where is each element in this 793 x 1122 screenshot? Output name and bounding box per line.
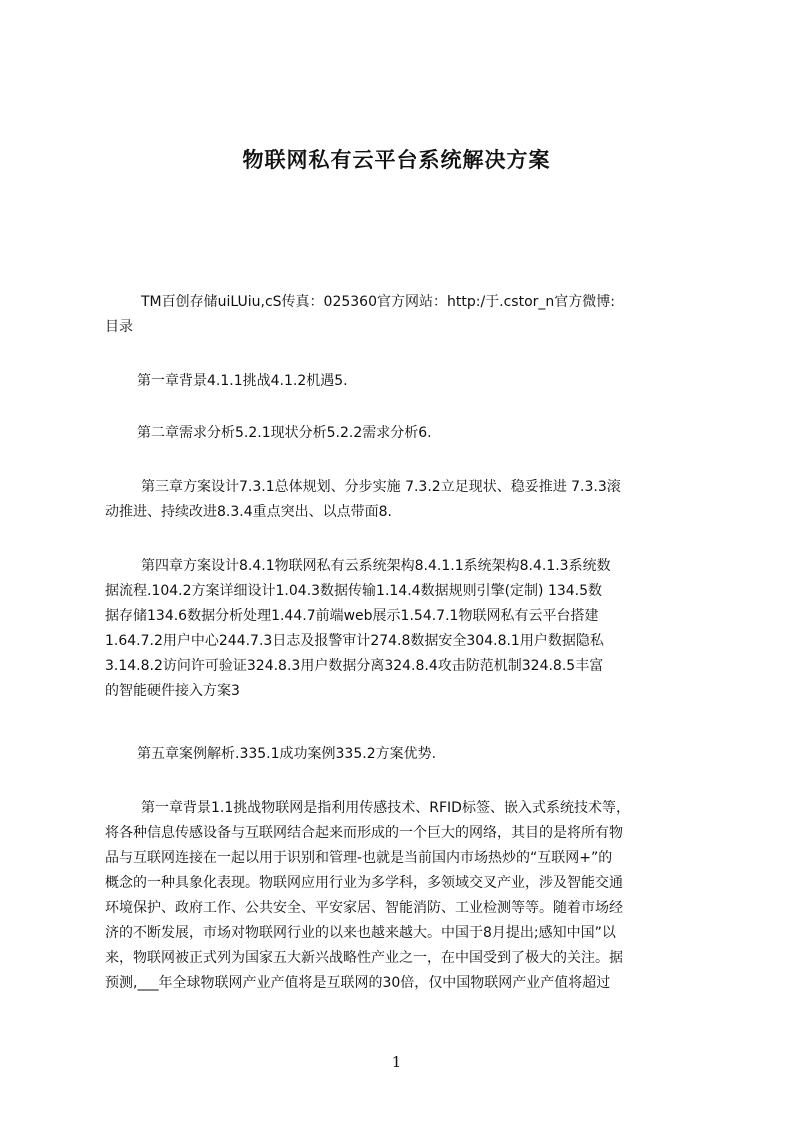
header-line: TM百创存储uiLUiu,cS传真：025360官方网站：http:/于.cstor_n官方微博: — [141, 294, 615, 310]
body-paragraph — [105, 796, 697, 996]
toc-line: 3.14.8.2访问许可验证324.8.3用户数据分离324.8.4攻击防范机制324.8.5丰富 — [105, 658, 604, 674]
header-paragraph — [105, 290, 697, 340]
toc-entry-chapter-2 — [105, 421, 697, 446]
toc-line: 动推进、持续改进8.3.4重点突出、以点带面8. — [105, 504, 392, 520]
body-line: 来，物联网被正式列为国家五大新兴战略性产业之一，在中国受到了极大的关注。据 — [105, 950, 623, 966]
toc-line: 第一章背景4.1.1挑战4.1.2机遇5. — [137, 373, 348, 389]
toc-line: 的智能硬件接入方案3 — [105, 683, 240, 699]
toc-line: 第五章案例解析.335.1成功案例335.2方案优势. — [137, 746, 437, 762]
toc-line: 据存储134.6数据分析处理1.44.7前端web展示1.54.7.1物联网私有云平台搭建 — [105, 608, 599, 624]
toc-entry-chapter-1 — [105, 369, 697, 394]
toc-heading: 目录 — [105, 319, 133, 335]
body-line: 环境保护、政府工作、公共安全、平安家居、智能消防、工业检测等等。随着市场经 — [105, 900, 623, 916]
body-line: 第一章背景1.1挑战物联网是指利用传感技术、RFID标签、嵌入式系统技术等， — [141, 800, 630, 816]
toc-line: 1.64.7.2用户中心244.7.3日志及报警审计274.8数据安全304.8.1用户数据隐私 — [105, 633, 604, 649]
body-line: 概念的一种具象化表现。物联网应用行业为多学科，多领域交叉产业，涉及智能交通 — [105, 875, 623, 891]
toc-line: 第二章需求分析5.2.1现状分析5.2.2需求分析6. — [137, 425, 432, 441]
toc-line: 第四章方案设计8.4.1物联网私有云系统架构8.4.1.1系统架构8.4.1.3系统数 — [141, 558, 611, 574]
body-line: 济的不断发展，市场对物联网行业的以来也越来越大。中国于8月提出;感知中国”以 — [105, 925, 616, 941]
body-line: 品与互联网连接在一起以用于识别和管理-也就是当前国内市场热炒的“互联网+”的 — [105, 850, 613, 866]
toc-entry-chapter-5 — [105, 742, 697, 767]
toc-entry-chapter-4 — [105, 554, 697, 704]
document-title: 物联网私有云平台系统解决方案 — [242, 148, 551, 172]
toc-line: 第三章方案设计7.3.1总体规划、分步实施 7.3.2立足现状、稳妥推进 7.3.3滚 — [141, 479, 621, 495]
body-line: 将各种信息传感设备与互联网结合起来而形成的一个巨大的网络，其目的是将所有物 — [105, 825, 623, 841]
page-number: 1 — [391, 1053, 402, 1071]
toc-entry-chapter-3 — [105, 475, 697, 525]
toc-line: 据流程.104.2方案详细设计1.04.3数据传输1.14.4数据规则引擎(定制) 134.5数 — [105, 583, 603, 599]
body-line: 预测,___年全球物联网产业产值将是互联网的30倍，仅中国物联网产业产值将超过 — [105, 975, 611, 991]
